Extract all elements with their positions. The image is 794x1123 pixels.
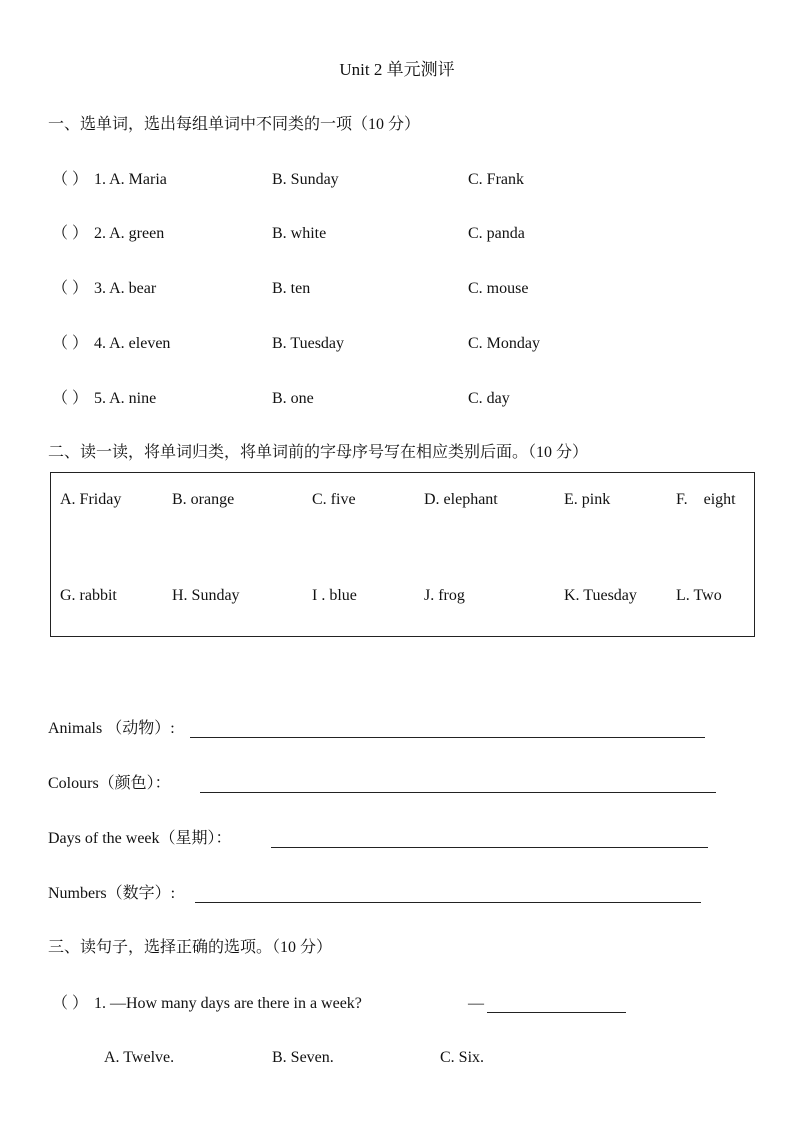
word-bank-item: K. Tuesday [564, 587, 637, 604]
answer-paren[interactable]: （ ） [52, 995, 89, 1012]
word-bank-item: E. pink [564, 491, 611, 508]
word-bank-item: H. Sunday [172, 587, 240, 604]
word-bank-item: I . blue [312, 587, 357, 604]
word-bank-item: C. five [312, 491, 356, 508]
word-bank-item: B. orange [172, 491, 235, 508]
word-bank-item: G. rabbit [60, 587, 117, 604]
option-b: B. white [272, 225, 327, 242]
answer-line-days[interactable] [271, 847, 708, 848]
question-text: 1. —How many days are there in a week? [94, 995, 362, 1012]
answer-dash: — [468, 995, 484, 1012]
category-label-numbers: Numbers（数字）: [48, 885, 176, 902]
answer-line-q1[interactable] [487, 1012, 626, 1013]
answer-line-colours[interactable] [200, 792, 716, 793]
option-a: 2. A. green [94, 225, 165, 242]
word-bank-item: L. Two [676, 587, 722, 604]
option-c: C. day [468, 390, 510, 407]
section3-heading: 三、读句子，选择正确的选项。（10 分） [48, 939, 333, 956]
option-b: B. Tuesday [272, 335, 345, 352]
section2-heading: 二、读一读，将单词归类，将单词前的字母序号写在相应类别后面。（10 分） [48, 444, 589, 461]
answer-paren[interactable]: （ ） [52, 225, 89, 242]
option-b: B. Seven. [272, 1049, 334, 1066]
word-bank-item: F. eight [676, 491, 736, 508]
category-label-animals: Animals （动物）: [48, 720, 175, 737]
word-bank-item: D. elephant [424, 491, 498, 508]
answer-paren[interactable]: （ ） [52, 171, 89, 188]
option-a: 5. A. nine [94, 390, 157, 407]
category-label-colours: Colours（颜色）： [48, 775, 171, 792]
answer-line-animals[interactable] [190, 737, 705, 738]
word-bank-item: J. frog [424, 587, 465, 604]
option-a: 1. A. Maria [94, 171, 167, 188]
word-bank-item: A. Friday [60, 491, 122, 508]
option-b: B. Sunday [272, 171, 339, 188]
section1-heading: 一、选单词，选出每组单词中不同类的一项（10 分） [48, 116, 421, 133]
option-c: C. Frank [468, 171, 524, 188]
option-b: B. one [272, 390, 314, 407]
option-c: C. Monday [468, 335, 540, 352]
option-a: A. Twelve. [104, 1049, 175, 1066]
answer-paren[interactable]: （ ） [52, 335, 89, 352]
word-bank-box [50, 472, 755, 637]
page-title: Unit 2 单元测评 [339, 60, 455, 79]
answer-paren[interactable]: （ ） [52, 390, 89, 407]
answer-line-numbers[interactable] [195, 902, 701, 903]
option-b: B. ten [272, 280, 311, 297]
option-a: 3. A. bear [94, 280, 157, 297]
option-c: C. mouse [468, 280, 529, 297]
option-c: C. panda [468, 225, 525, 242]
option-c: C. Six. [440, 1049, 485, 1066]
option-a: 4. A. eleven [94, 335, 171, 352]
answer-paren[interactable]: （ ） [52, 280, 89, 297]
category-label-days: Days of the week（星期）： [48, 830, 232, 847]
